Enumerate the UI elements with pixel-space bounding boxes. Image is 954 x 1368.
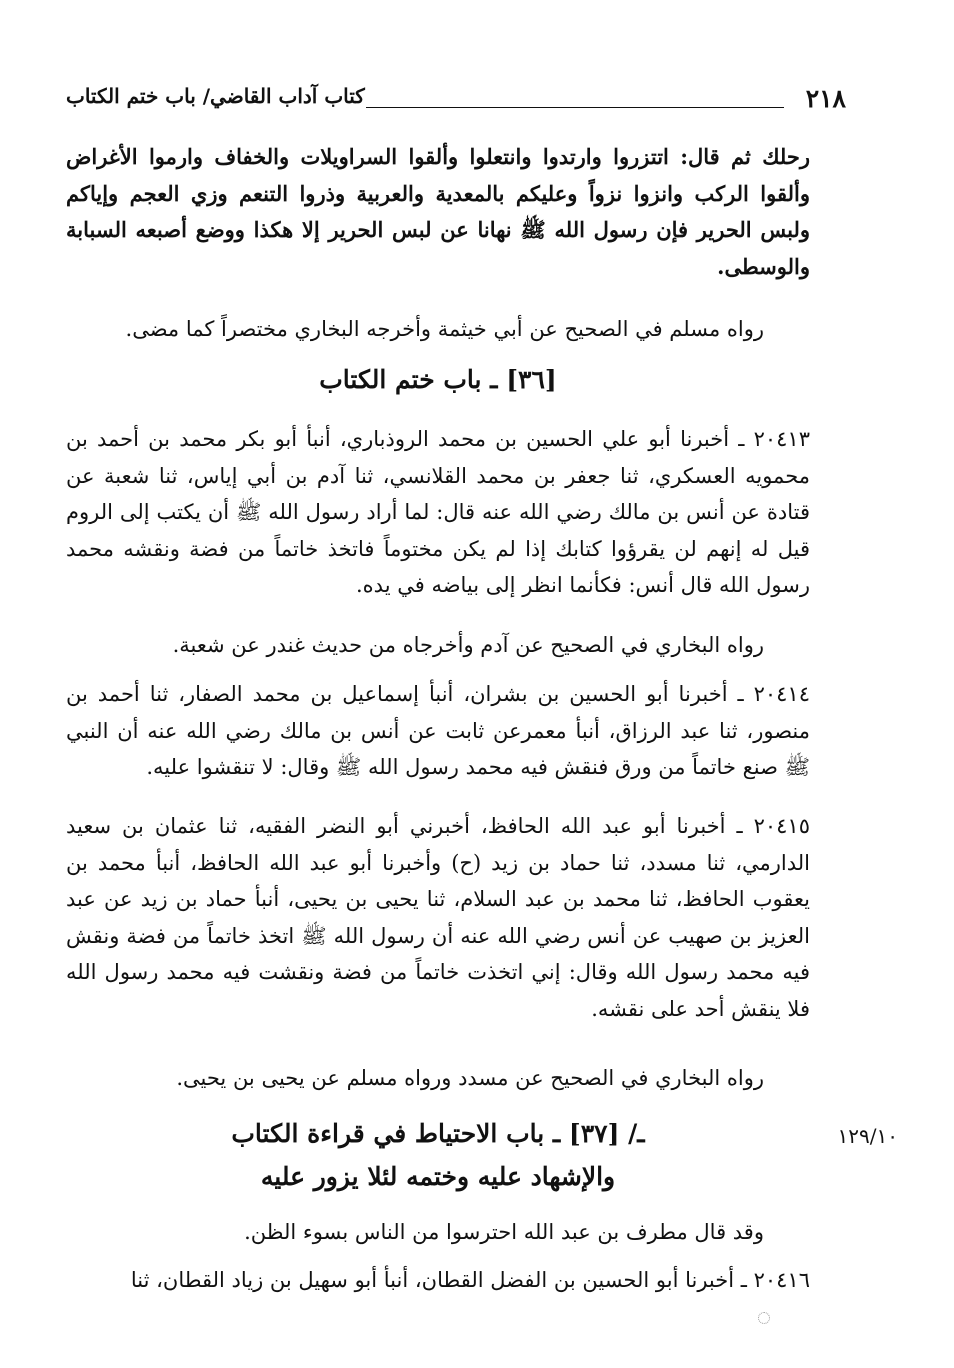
page-header bbox=[66, 84, 846, 114]
page-speck bbox=[758, 1312, 770, 1324]
running-title: كتاب آداب القاضي/ باب ختم الكتاب bbox=[66, 84, 365, 108]
hadith-20413: ٢٠٤١٣ ـ أخبرنا أبو علي الحسين بن محمد الروذباري، أنبأ أبو بكر محمد بن أحمد بن محمويه العسكري، ثنا جعفر بن محمد القلانسي، ثنا آدم بن أبي إياس، ثنا شعبة عن قتادة عن أنس بن مالك رضي الله عنه قال: لما أراد رسول الله ﷺ أن يكتب إلى الروم قيل له إنهم لن يقرؤوا كتابك إذا لم يكن مختوماً فاتخذ خاتماً من فضة ونقشه محمد رسول الله قال أنس: فكأنما انظر إلى بياضه في يده. bbox=[66, 427, 810, 597]
header-rule bbox=[366, 107, 784, 108]
narration-note-3: رواه البخاري في الصحيح عن مسدد ورواه مسلم عن يحيى بن يحيى. bbox=[176, 1066, 764, 1090]
narration-note-1: رواه مسلم في الصحيح عن أبي خيثمة وأخرجه البخاري مختصراً كما مضى. bbox=[125, 317, 764, 341]
quote-mutarrif: وقد قال مطرف بن عبد الله احترسوا من الناس بسوء الظن. bbox=[244, 1220, 764, 1244]
chapter-heading-36: [٣٦] ـ باب ختم الكتاب bbox=[319, 365, 557, 394]
hadith-20416: ٢٠٤١٦ ـ أخبرنا أبو الحسين بن الفضل القطان، أنبأ أبو سهيل بن زياد القطان، ثنا bbox=[130, 1268, 810, 1292]
chapter-heading-37-line1: ـ/ [٣٧] ـ باب الاحتياط في قراءة الكتاب bbox=[231, 1119, 645, 1148]
paragraph-continued: رحلك ثم قال: اتتزروا وارتدوا وانتعلوا وألقوا السراويلات والخفاف وارموا الأغراض وألقوا الركب وانزوا نزواً وعليكم بالمعدية والعربية وذروا التنعم وزي العجم وإياكم ولبس الحرير فإن رسول الله ﷺ نهانا عن لبس الحرير إلا هكذا ووضع أصبعه السبابة والوسطى. bbox=[66, 144, 810, 279]
page-number: ٢١٨ bbox=[805, 84, 846, 113]
chapter-heading-37-line2: والإشهاد عليه وختمه لئلا يزور عليه bbox=[260, 1162, 616, 1191]
narration-note-2: رواه البخاري في الصحيح عن آدم وأخرجاه من حديث غندر عن شعبة. bbox=[172, 633, 764, 657]
hadith-20415: ٢٠٤١٥ ـ أخبرنا أبو عبد الله الحافظ، أخبرني أبو النضر الفقيه، ثنا عثمان بن سعيد الدارمي، ثنا مسدد، ثنا حماد بن زيد (ح) وأخبرنا أبو عبد الله الحافظ، أنبأ محمد بن يعقوب الحافظ، ثنا محمد بن عبد السلام، ثنا يحيى بن يحيى، أنبأ حماد بن زيد عن عبد العزيز بن صهيب عن أنس رضي الله عنه أن رسول الله ﷺ اتخذ خاتماً من فضة ونقش فيه محمد رسول الله وقال: إني اتخذت خاتماً من فضة ونقشت فيه محمد رسول الله فلا ينقش أحد على نقشه. bbox=[66, 814, 810, 1021]
hadith-20414: ٢٠٤١٤ ـ أخبرنا أبو الحسين بن بشران، أنبأ إسماعيل بن محمد الصفار، ثنا أحمد بن منصور، ثنا عبد الرزاق، أنبأ معمرعن ثابت عن أنس بن مالك رضي الله عنه أن النبي ﷺ صنع خاتماً من ورق فنقش فيه محمد رسول الله ﷺ وقال: لا تنقشوا عليه. bbox=[66, 682, 810, 779]
margin-marker: ١٢٩/١٠ bbox=[837, 1124, 898, 1148]
